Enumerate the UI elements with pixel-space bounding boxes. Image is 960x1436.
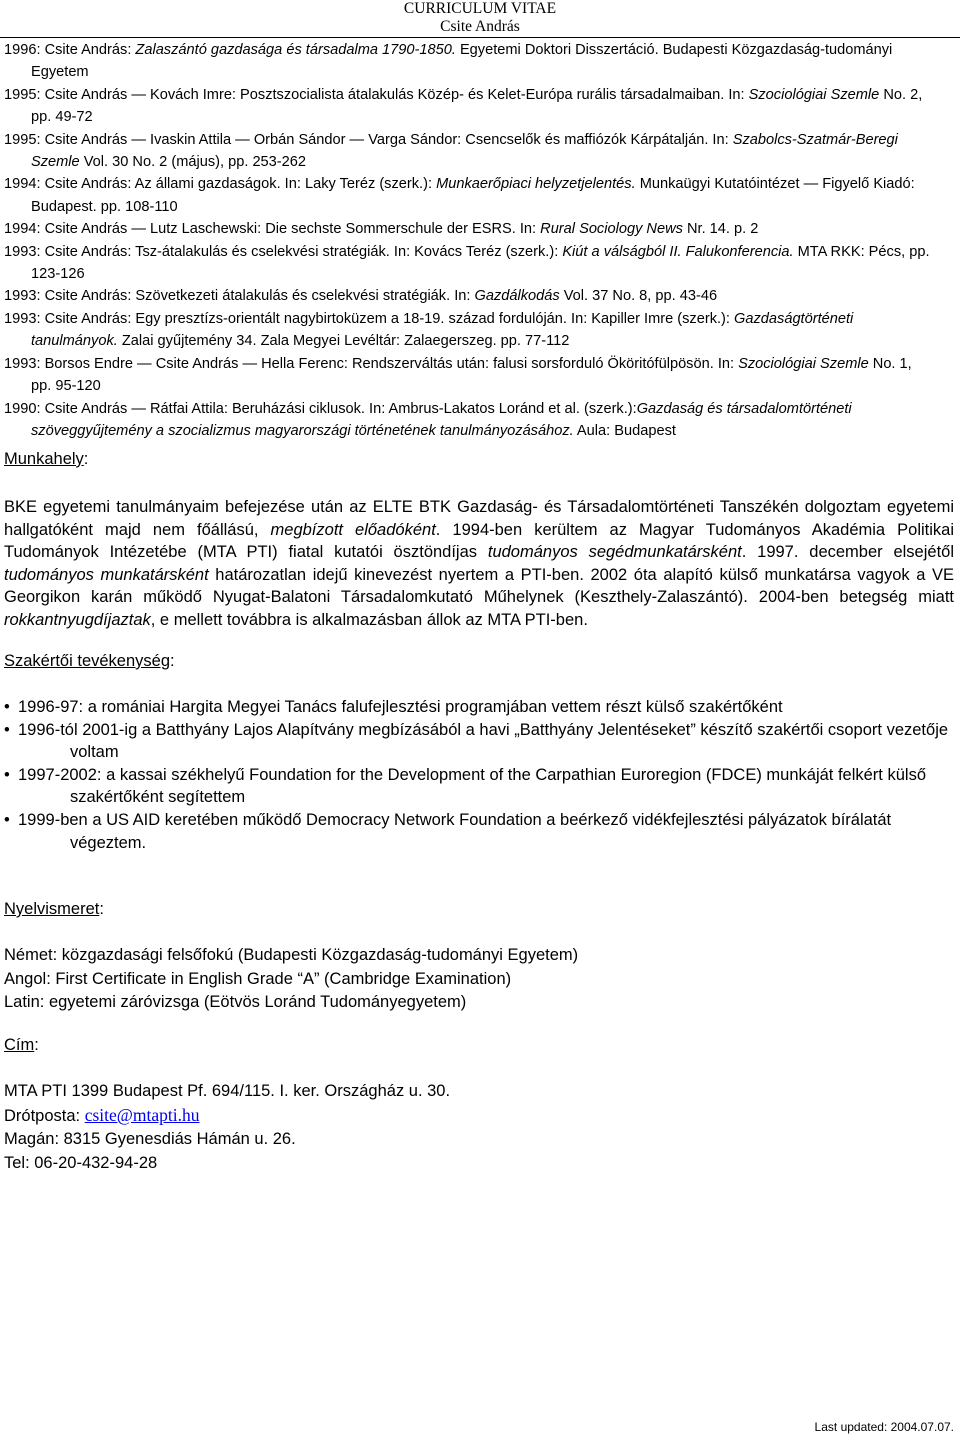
publication-entry: 1993: Csite András: Szövetkezeti átalakulás és cselekvési stratégiák. In: Gazdálkodás Vol. 37 No. 8, pp. 43-46	[4, 288, 718, 305]
header-divider	[0, 37, 960, 38]
list-item: • 1996-97: a romániai Hargita Megyei Tanács falufejlesztési programjában vettem részt külső szakértőként	[4, 696, 954, 719]
publication-entry: 1995: Csite András — Kovách Imre: Posztszocialista átalakulás Közép- és Kelet-Európa rurális társadalmaiban. In: Szociológiai Szemle No. 2, pp. 49-72	[4, 86, 923, 126]
document-header	[0, 0, 960, 36]
workplace-paragraph: BKE egyetemi tanulmányaim befejezése után az ELTE BTK Gazdaság- és Társadalomtörténeti Tanszékén dolgoztam egyetemi hallgatóként majd nem főállású, megbízott előadóként. 1994-ben kerültem az Magyar Tudományos Akadémia Politikai Tudományok Intézetébe (MTA PTI) fiatal kutatói ösztöndíjas tudományos segédmunkatársként. 1997. december elsejétől tudományos munkatársként határozatlan idejű kinevezést nyertem a PTI-ben. 2002 óta alapító külső munkatársa vagyok a VE Georgikon karán működő Nyugat-Balatoni Társadalomkutató Műhelynek (Keszthely-Zalaszántó). 2004-ben betegség miatt rokkantnyugdíjaztak, e mellett továbbra is alkalmazásban állok az MTA PTI-ben.	[4, 498, 954, 629]
office-address: MTA PTI 1399 Budapest Pf. 694/115. I. ker. Országház u. 30.	[4, 1082, 451, 1100]
phone-number: Tel: 06-20-432-94-28	[4, 1153, 158, 1172]
bullet-icon: •	[4, 765, 10, 784]
bullet-icon: •	[4, 698, 10, 716]
author-name: Csite András	[440, 18, 520, 35]
document-title: CURRICULUM VITAE	[403, 0, 557, 17]
publication-entry: 1993: Csite András: Tsz-átalakulás és cselekvési stratégiák. In: Kovács Teréz (szerk.): Kiút a válságból II. Falukonferencia. MTA RKK: Pécs, pp. 123-126	[4, 243, 930, 283]
email-link[interactable]: csite@mtapti.hu	[84, 1104, 200, 1125]
language-item: Német: közgazdasági felsőfokú (Budapesti Közgazdaság-tudományi Egyetem)	[4, 946, 579, 964]
publication-entry: 1995: Csite András — Ivaskin Attila — Orbán Sándor — Varga Sándor: Csencselők és maffiózók Kárpátalján. In: Szabolcs-Szatmár-Beregi Szemle Vol. 30 No. 2 (május), pp. 253-262	[4, 131, 898, 171]
publication-entry: 1990: Csite András — Rátfai Attila: Beruházási ciklusok. In: Ambrus-Lakatos Loránd et al. (szerk.):Gazdaság és társadalomtörténeti szöveggyűjtemény a szocializmus magyarországi történetének tanulmányozásához. Aula: Budapest	[4, 400, 852, 439]
publication-entry: 1993: Csite András: Egy presztízs-orientált nagybirtoküzem a 18-19. század fordulóján. In: Kapiller Imre (szerk.): Gazdaságtörténeti tanulmányok. Zalai gyűjtemény 34. Zala Megyei Levéltár: Zalaegerszeg. pp. 77-112	[4, 310, 854, 350]
section-title-address: Cím:	[4, 1036, 39, 1054]
email-label: Drótposta:	[4, 1106, 85, 1125]
publications-list	[4, 39, 934, 442]
home-address: Magán: 8315 Gyenesdiás Hámán u. 26.	[4, 1130, 296, 1148]
email-line	[4, 1104, 450, 1129]
section-title-expert: Szakértői tevékenység:	[4, 652, 175, 670]
publication-entry: 1994: Csite András — Lutz Laschewski: Die sechste Sommerschule der ESRS. In: Rural Sociology News Nr. 14. p. 2	[4, 221, 759, 238]
last-updated: Last updated: 2004.07.07.	[814, 1420, 954, 1434]
list-item: • 1996-tól 2001-ig a Batthyány Lajos Alapítvány megbízásából a havi „Batthyány Jelentéseket” készítő szakértői csoport vezetője voltam	[4, 720, 949, 762]
address-block	[4, 1080, 450, 1175]
publication-entry: 1994: Csite András: Az állami gazdaságok. In: Laky Teréz (szerk.): Munkaerőpiaci helyzetjelentés. Munkaügyi Kutatóintézet — Figyelő Kiadó: Budapest. pp. 108-110	[4, 176, 915, 215]
section-title-languages: Nyelvismeret:	[4, 900, 104, 918]
language-item: Latin: egyetemi záróvizsga (Eötvös Loránd Tudományegyetem)	[4, 993, 467, 1011]
expert-activity-list	[4, 696, 954, 854]
publication-entry: 1996: Csite András: Zalaszántó gazdasága és társadalma 1790-1850. Egyetemi Doktori Disszertáció. Budapesti Közgazdaság-tudományi Egyetem	[4, 42, 893, 81]
bullet-icon: •	[4, 810, 10, 829]
language-item: Angol: First Certificate in English Grade “A” (Cambridge Examination)	[4, 969, 512, 988]
list-item: • 1997-2002: a kassai székhelyű Foundation for the Development of the Carpathian Euroregion (FDCE) munkáját felkért külső szakértőként segítettem	[4, 765, 926, 807]
languages-list	[4, 944, 578, 1015]
list-item: • 1999-ben a US AID keretében működő Democracy Network Foundation a beérkező vidékfejlesztési pályázatok bírálatát végeztem.	[4, 810, 892, 852]
bullet-icon: •	[4, 720, 10, 739]
section-title-workplace: Munkahely:	[4, 450, 89, 468]
publication-entry: 1993: Borsos Endre — Csite András — Hella Ferenc: Rendszerváltás után: falusi sorsforduló Ököritófülpösön. In: Szociológiai Szemle No. 1, pp. 95-120	[4, 355, 912, 395]
